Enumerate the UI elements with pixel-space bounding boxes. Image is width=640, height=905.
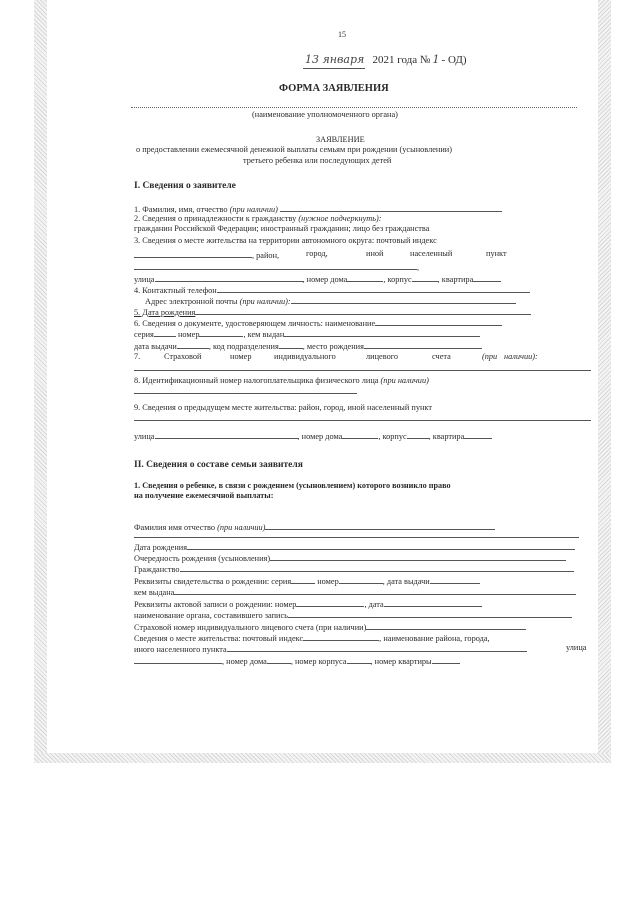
page-border-bottom xyxy=(34,753,611,763)
field-citizenship: 2. Сведения о принадлежности к гражданству (нужное подчеркнуть): xyxy=(134,214,382,223)
child-residence-1: Сведения о месте жительства: почтовый индекс , наименование района, города, xyxy=(134,634,490,643)
identity-series-line: серия номер , кем выдан xyxy=(134,328,480,340)
document-page xyxy=(47,0,598,753)
child-citizenship: Гражданство xyxy=(134,563,574,575)
child-fio-fill-line xyxy=(134,537,579,538)
child-info-title-1: 1. Сведения о ребенке, в связи с рождением (усыновлением) которого возникло право xyxy=(134,481,451,490)
field-identity-doc: 6. Сведения о документе, удостоверяющем личность: наименование xyxy=(134,317,502,329)
field-snils: 7. Страховой номер индивидуального лицевого счета (при наличии): xyxy=(134,352,538,361)
application-subtitle-1: о предоставлении ежемесячной денежной выплаты семьям при рождении (усыновлении) xyxy=(136,145,452,154)
snils-fill-line xyxy=(134,370,591,371)
section2-heading: II. Сведения о составе семьи заявителя xyxy=(134,460,303,470)
field-phone: 4. Контактный телефон xyxy=(134,284,530,296)
field-email: Адрес электронной почты (при наличии): xyxy=(145,295,516,307)
field-birthdate: 5. Дата рождения xyxy=(134,306,531,318)
field-residence: 3. Сведения о месте жительства на территории автономного округа: почтовый индекс xyxy=(134,236,437,245)
child-snils: Страховой номер индивидуального лицевого счета (при наличии) xyxy=(134,621,526,633)
birth-certificate-issuer: кем выдана xyxy=(134,586,576,598)
child-birth-order: Очередность рождения (усыновления) xyxy=(134,552,566,564)
child-residence-2: иного населенного пункта улица xyxy=(134,643,587,654)
residence-address-line: улица , номер дома , корпус , квартира xyxy=(134,273,501,285)
order-suffix: - ОД) xyxy=(441,54,467,66)
child-fio: Фамилия имя отчество (при наличии) xyxy=(134,521,495,533)
page-border-left xyxy=(34,0,47,762)
residence-line-2: , район, город, иной населенный пункт xyxy=(134,249,544,261)
page-number: 15 xyxy=(338,30,346,39)
previous-residence-fill-line xyxy=(134,420,591,421)
field-fio: 1. Фамилия, имя, отчество (при наличии) xyxy=(134,203,502,215)
order-header xyxy=(305,55,467,66)
date-underline xyxy=(303,68,365,69)
form-title: ФОРМА ЗАЯВЛЕНИЯ xyxy=(279,83,389,94)
handwritten-number: 1 xyxy=(432,53,440,66)
child-residence-3: , номер дома , номер корпуса , номер квартиры xyxy=(134,655,460,667)
citizenship-options: гражданин Российской Федерации; иностранный гражданин; лицо без гражданства xyxy=(134,224,430,233)
application-title: ЗАЯВЛЕНИЕ xyxy=(316,135,365,144)
section1-heading: I. Сведения о заявителе xyxy=(134,181,236,191)
birth-certificate: Реквизиты свидетельства о рождении: серия номер , дата выдачи xyxy=(134,575,480,587)
previous-address-line: улица , номер дома , корпус , квартира xyxy=(134,430,492,442)
residence-line-3: , xyxy=(134,261,419,273)
authority-caption: (наименование уполномоченного органа) xyxy=(252,110,398,119)
application-subtitle-2: третьего ребенка или последующих детей xyxy=(243,156,392,165)
field-previous-residence: 9. Сведения о предыдущем месте жительства: район, город, иной населенный пункт xyxy=(134,403,432,412)
identity-issue-line: дата выдачи , код подразделения , место рождения xyxy=(134,340,482,352)
authority-line xyxy=(131,107,577,108)
inn-fill-line xyxy=(134,393,357,394)
field-inn: 8. Идентификационный номер налогоплательщика физического лица (при наличии) xyxy=(134,376,429,385)
page-border-right xyxy=(598,0,611,762)
act-authority: наименование органа, составившего запись xyxy=(134,609,572,621)
child-info-title-2: на получение ежемесячной выплаты: xyxy=(134,491,274,500)
year-text: 2021 года № xyxy=(372,54,431,66)
child-birthdate: Дата рождения xyxy=(134,541,575,553)
handwritten-date: 13 января xyxy=(305,53,365,66)
birth-act-record: Реквизиты актовой записи о рождении: номер , дата xyxy=(134,598,482,610)
